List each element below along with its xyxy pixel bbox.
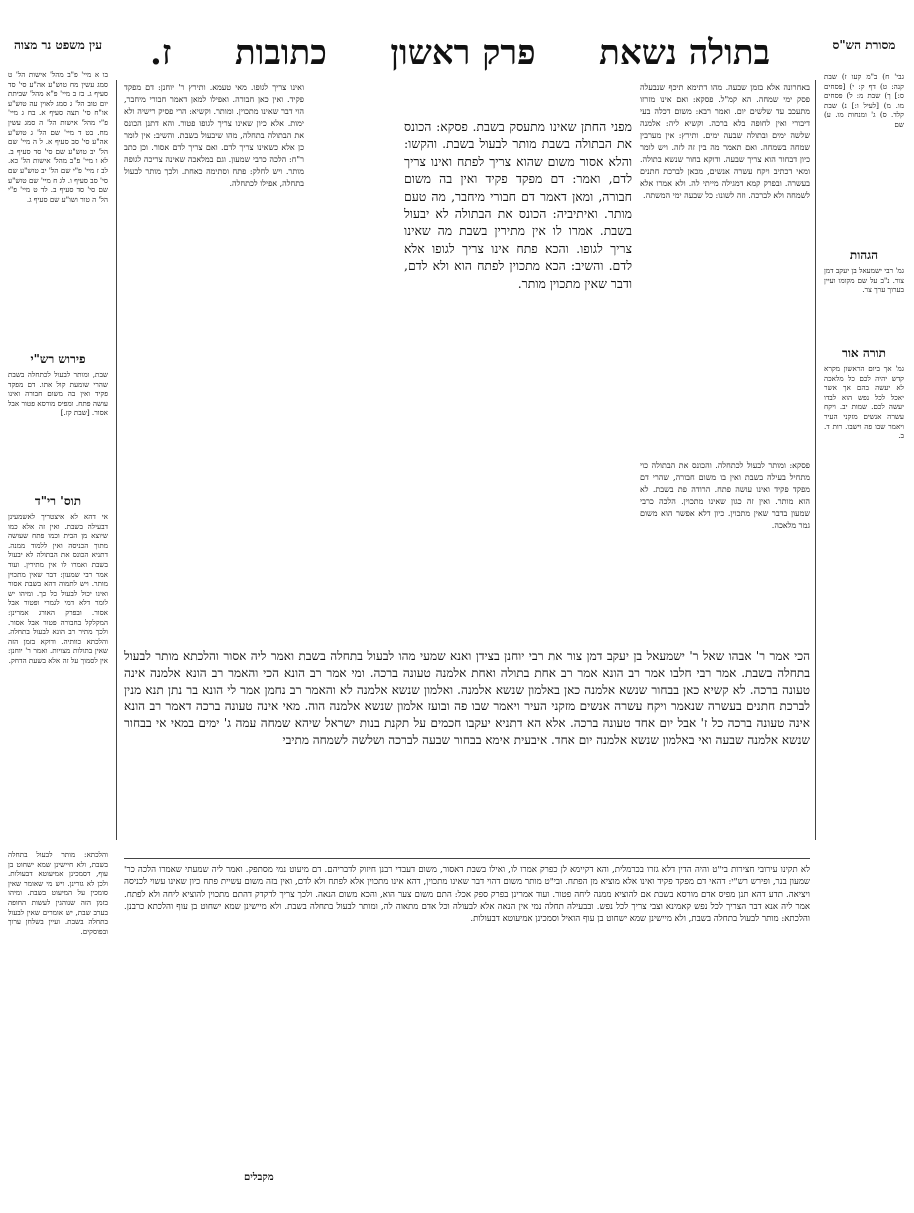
- tosafot-commentary: ואינו צריך לגופו. מאי טעמא. ותירץ ר' יוחנן: דם מפקד פקיד. ואין כאן חבורה. ואפילו למאן דאמר חבורי מיחבר, הוי דבר שאינו מתכוין. ומותר. וקשיא: הרי פסיק רישיה ולא ימות. אלא כיון שאינו צריך לגופו פטור. והא דתנן הכונס את הבתולה בתחלה, מהו שיבעול בשבת. והשיב: אין לומר כן אלא כשאינו צריך לדם. ואם צריך לדם אסור. וכן כתב ר"ח: הלכה כרבי שמעון. וגם במלאכה שאינה צריכה לגופה מותר. ויש לחלק: פתח וסתימה כאחת. ולכך מותר לבעול בתחלה, אפילו לכתחלה.: [124, 83, 304, 188]
- hagahot: גמ' רבי ישמעאל בן יעקב דמן צור. נ"ב על שם מקומו ועיין בערוך ערך צר.: [824, 266, 904, 295]
- peninei-title: פירוש רש"י: [30, 352, 86, 366]
- header-tractate: כתובות: [234, 33, 327, 73]
- right-margin-divider: [815, 80, 816, 840]
- ein-mishpat-title: עין משפט נר מצוה: [13, 38, 103, 52]
- ein-mishpat: בו א מיי' פ"ב מהל' אישות הל' ט סמג עשין מח טוש"ע אה"ע סי' סד סעיף ג. בז ב מיי' פ"א מהל' שביתת יום טוב הל' ג סמג לאוין עה טוש"ע או"ח סי' תצה סעיף א. בח ג מיי' פ"י מהל' אישות הל' ה סמג עשין מח. בט ד מיי' שם הל' ג טוש"ע אה"ע סי' סב סעיף א. ל ה מיי' שם הל' יב טוש"ע שם סי' סד סעיף ב. לא ו מיי' פ"ב מהל' אישות הל' כא. לב ז מיי' פ"י שם הל' יב טוש"ע שם סי' סב סעיף ו. לג ח מיי' שם טוש"ע שם סי' סד סעיף ב. לד ט מיי' פ"י הל' ה טור ושו"ע שם סעיף ג.: [8, 70, 108, 204]
- header-chapter-title: בתולה נשאת: [599, 33, 770, 73]
- header-chapter-number: פרק ראשון: [390, 33, 536, 73]
- left-extra-commentary: והלכתא: מותר לבעול בתחלה בשבת, ולא חיישינן שמא ישחוט בן עוף, דסמכינן אמיעוטא דבעולות. ולכן לא גזרינן. ויש מי שאומר שאין סומכין על המיעוט בשבת. ומיהו בזמן הזה שנוהגין לעשות החופה בערב שבת, יש אומרים שאין לבעול בתחלה בשבת. ועיין בשלחן ערוך ובפוסקים.: [8, 850, 108, 936]
- gemara-main-top: מפני החתן שאינו מתעסק בשבת. פסקא: הכונס את הבתולה בשבת מותר לבעול בשבת. והקשו: והלא אסור משום שהוא צריך לפתח ואינו צריך לדם, ואמר: דם מפקד פקיד ואין בה משום חבורה, ומאן דאמר דם חבורי מיחבר, מה טעם מותר. ואיתיביה: הכונס את הבתולה לא יבעול בשבת. אמרו לו אין מתירין בשבת מה שאינו צריך לגופו. והכא פתח אינו צריך לגופו אלא לדם. והשיב: הכא מתכוין לפתח הוא ולא לדם, ודבר שאין מתכוין מותר.: [404, 119, 632, 291]
- rashi-commentary: באחרונה אלא בזמן שבעה. מהו דתימא תיכף שנבעלה פסק ימי שמחה. הא קמ"ל. פסקא: ואם אינו מזרזו מתעכב עד שלשים יום. ואמר רבא: משום דכלה בעי דיבורי ואין לחופה בלא ברכה. וקשיא ליה: אלמנה שלשה ימים ובתולה שבעה ימים. ותירץ: אין מערבין שמחה בשמחה. ואם תאמר מה בין זה לזה. ויש לומר כיון דבחור הוא צריך שבעה. ודוקא בחור שנשא בתולה. ומאי דכתיב ויקח עשרה אנשים, מכאן לברכת חתנים בעשרה. ובפרק קמא דמגילה מייתי לה. ולא אמרו אלא לשמחה ולא לברכה. וזה לשונו: כל שבעה ימי המשתה.: [640, 83, 810, 200]
- masoret-title: מסורת הש"ס: [832, 38, 896, 52]
- gemara-main-bottom: הכי אמר ר' אבהו שאל ר' ישמעאל בן יעקב דמן צור את רבי יוחנן בצידן ואנא שמעי מהו לבעול בתחלה בשבת ואמר ליה אסור והלכתא מותר לבעול בתחלה בשבת. אמר רבי חלבו אמר רב הונא אמר רב אחת בתולה ואחת אלמנה טעונה ברכה. ומי אמר רב הונא הכי והאמר רב הונא אלמנה אינה טעונה ברכה. לא קשיא כאן בבחור שנשא אלמנה כאן באלמון שנשא אלמנה. ואלמון שנשא אלמנה לא והאמר רב נחמן אמר לי הונא בר נתן תנא מנין לברכת חתנים בעשרה שנאמר ויקח עשרה אנשים מזקני העיר ויאמר שבו פה ובועז אלמון שנשא אלמנה הוה. מאי אינה טעונה ברכה דאמר רב הונא אינה טעונה ברכה כל ז' אבל יום אחד טעונה ברכה. אלא הא דתניא יעקבו חכמים על תקנת בנות ישראל שיהא שמחה עמה ג' ימים במאי אי בבחור שנשא אלמנה שבעה ואי באלמון שנשא אלמנה יום אחד. איבעית אימא בבחור שבעה לברכה ושלשה לשמחה מתיבי: [124, 649, 810, 747]
- torah-or: גמ' אך ביום הראשון מקרא קדש יהיה לכם כל מלאכה לא יעשה בהם אך אשר יאכל לכל נפש הוא לבדו יעשה לכם. שמות יב. ויקח עשרה אנשים מזקני העיר ויאמר שבו פה וישבו. רות ד. ב.: [824, 364, 904, 441]
- tosafot-rid-title: תוס' רי"ד: [34, 494, 82, 508]
- footer-divider: [124, 858, 810, 859]
- hagahot-title: הגהות: [849, 248, 879, 262]
- footer-commentary: לא תקינו עירובי חצירות בי"ט והיה הדין דלא גזרו בכרמלית, והא דקיימא לן כפרק אמרו לו, ואילו בשבת דאסור, משום דעבדי רבנן חיזוק לדבריהם. דם מיעוט נמי מסתפק. ואמר ליה שמעתי שאמרו הלכה כר' שמעון בנר, ופירש רש"י: דהאי דם מפקד פקיד ואינו אלא מוציא מן הפתח. ובי"ט מותר משום דהוי דבר שאינו מתכוין, דהא אינו מתכוין אלא לפתח ולא לדם, ואין בזה משום עשיית פתח כיון שאינו עשוי לכניסה ויציאה. תדע דהא תנן מפיס אדם מורסא בשבת אם להוציא ממנה ליחה פטור. ועוד אמרינן בפרק ספק אכל: התם משום צער הוא, והכא משום הנאה. ולכך צריך לדקדק דהתם מתכוין להוציא ליחה ולא לפתח. אמר ליה אנא דבר הצריך לכל נפש קאמינא וצבי צריך לכל נפש. ובבעילה תחלה נמי אין הנאה אלא לבעולה וכל אדם מתאוה לה, ומותר לבעול בתחלה בשבת. ולא מיישינן שמא ישחוט בן עוף והלכתא כרבנן. והלכתא: מותר לבעול בתחלה בשבת, ולא מיישינן שמא ישחוט בן עוף הואיל וסמכינן אמיעוטא דבעולות.: [124, 865, 810, 925]
- catchword: מקבלים: [244, 1172, 274, 1183]
- tosafot-rid: אי דהא לא איצטריך לאשמעינן דבעילה בשבת. ואין זה אלא כמו שיוצא מן הבית וכמו פתח שעושה מתוך הכניסה ואין ללמוד ממנה. דתניא הכונס את הבתולה לא יבעול בשבת ואמרו לו אין מתירין. ועוד אמר רבי שמעון: דבר שאין מתכוין מותר. ויש לתמוה דהא בשבת אסור ואינו יכול לבעול כל כך. ומיהו יש לומר דלא דמי לגמרי ופטור אבל אסור. ובפרק האורג אמרינן: המקלקל בחבורה פטור אבל אסור. ולכך מתיר רב הונא לבעול בתחלה. והלכתא כוותיה. ודוקא בזמן הזה שאין בתולות מצויות. ואמר ר' יוחנן: אין לסמוך על זה אלא בשעת הדחק.: [8, 512, 108, 665]
- header-folio: ז.: [150, 33, 172, 73]
- page-header: [150, 30, 770, 76]
- rashi-lower: פסקא: ומותר לבעול לכתחלה. והכונס את הבתולה כוי מתחיל בעילה בשבת ואין בו משום חבורה, שהרי דם מפקד פקיד ואינו עושה פתח. הרודה פת בשבת. לא הוא מותר. ואין זה כגון שאינו מתכוין. הלכה כרבי שמעון בדבר שאין מתכוין. כיון דלא אפשר הוא משום גמר מלאכה.: [640, 461, 810, 530]
- peninei-rashi: שבת, ומותר לבעול לכתחלה בשבת שהרי שומעת קול אתו. דם מפקד פקיד ואין בה משום חבורה ואינו עושה פתח. ומפיס מורסא פטור אבל אסור. [שבת קז.]: [8, 370, 108, 418]
- masoret-hashas: גבי' ח) ב"מ קעו ז) שבת קנה: ט) דף ק: י) [פסחים ס:] ך) שבת מ: ל) פסחים מו. מ) [לעיל ו:] נ) שבת קלד. ס) ג' ומנחות מו. ע) שם: [824, 72, 904, 129]
- torah-or-title: תורה אור: [841, 346, 887, 360]
- left-margin-divider: [116, 80, 117, 840]
